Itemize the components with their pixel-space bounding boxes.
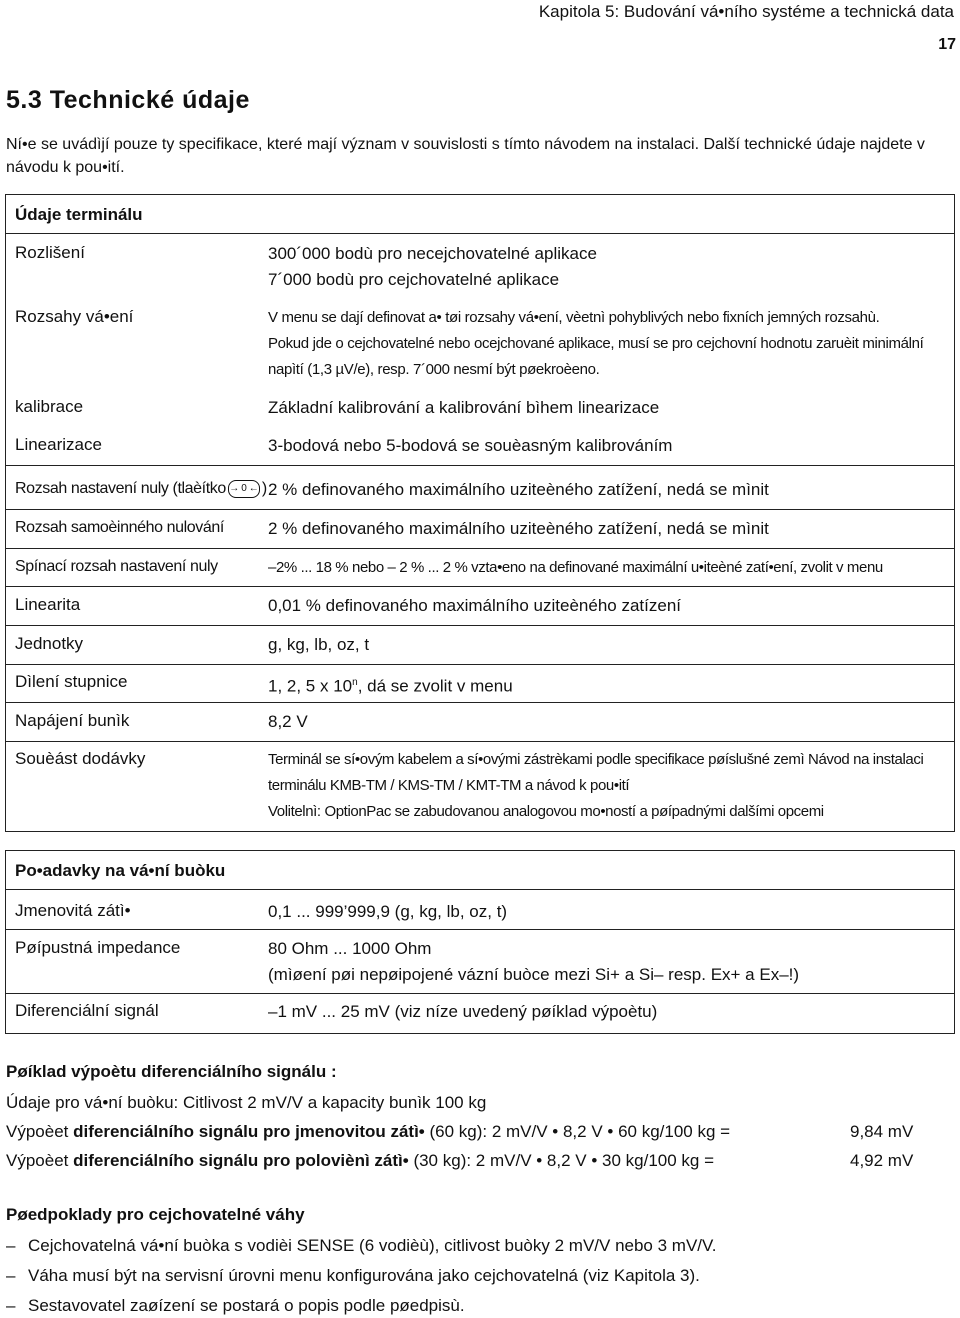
divider xyxy=(6,465,954,466)
terminal-box-title: Údaje terminálu xyxy=(15,205,143,224)
value-rozsahy-3: napìtí (1,3 µV/e), resp. 7´000 nesmí být pøekroèeno. xyxy=(268,361,600,378)
label-samo: Rozsah samoèinného nulování xyxy=(15,519,224,536)
value-impedance-2: (mìøení pøi nepøipojené vázní buòce mezi Si+ a Si– resp. Ex+ a Ex–!) xyxy=(268,965,800,984)
label-dodavka: Souèást dodávky xyxy=(15,749,146,768)
section-title: 5.3 Technické údaje xyxy=(6,86,250,114)
zero-key-icon: → 0 ← xyxy=(228,480,260,498)
label-spinaci: Spínací rozsah nastavení nuly xyxy=(15,558,218,575)
divider xyxy=(6,233,954,234)
divider xyxy=(6,625,954,626)
value-linearizace: 3-bodová nebo 5-bodová se souèasným kalibrováním xyxy=(268,436,673,455)
loadcell-requirements-box xyxy=(5,850,955,1034)
chapter-header: Kapitola 5: Budování vá•ního systéme a technická data xyxy=(538,2,954,21)
label-linearita: Linearita xyxy=(15,595,81,614)
example-line-2: Výpoèet diferenciálního signálu pro jmenovitou zátì• (60 kg): 2 mV/V • 8,2 V • 60 kg/100 kg = xyxy=(6,1122,731,1141)
divider xyxy=(6,586,954,587)
divider xyxy=(6,548,954,549)
label-linearizace: Linearizace xyxy=(15,435,102,454)
value-rozliseni-2: 7´000 bodù pro cejchovatelné aplikace xyxy=(268,270,560,289)
value-rozsahy-2: Pokud jde o cejchovatelné nebo ocejchované aplikace, musí se pro cejchovní hodnotu zaruèit minimální xyxy=(268,335,924,352)
prereq-item: – Cejchovatelná vá•ní buòka s vodièi SENSE (6 vodièù), citlivost buòky 2 mV/V nebo 3 mV/V. xyxy=(6,1236,717,1255)
value-napajeni: 8,2 V xyxy=(268,712,308,731)
label-napajeni: Napájení bunìk xyxy=(15,711,130,730)
divider xyxy=(6,993,954,994)
prereq-title: Pøedpoklady pro cejchovatelné váhy xyxy=(6,1205,305,1224)
value-kalibrace: Základní kalibrování a kalibrování bìhem linearizace xyxy=(268,398,660,417)
value-jednotky: g, kg, lb, oz, t xyxy=(268,635,370,654)
value-rozsahy-1: V menu se dají definovat a• tøi rozsahy vá•ení, vèetnì pohyblivých nebo fixních jemných rozsahù. xyxy=(268,309,880,326)
loadcell-box-title: Po•adavky na vá•ní buòku xyxy=(15,861,226,880)
value-spinaci: –2% ... 18 % nebo – 2 % ... 2 % vzta•eno na definované maximální u•iteèné zatí•ení, zvolit v menu xyxy=(268,559,883,576)
value-dodavka-1: Terminál se sí•ovým kabelem a sí•ovými zástrèkami podle specifikace pøíslušné zemì Návod na instalaci xyxy=(268,751,924,768)
divider xyxy=(6,509,954,510)
value-linearita: 0,01 % definovaného maximálního uziteèného zatízení xyxy=(268,596,681,615)
intro-paragraph: Ní•e se uvádìjí pouze ty specifikace, které mají význam v souvislosti s tímto návodem na instalaci. Další technické údaje najdete v návodu k pou•ití. xyxy=(6,136,925,176)
example-result-1: 9,84 mV xyxy=(850,1122,914,1141)
label-kalibrace: kalibrace xyxy=(15,397,84,416)
label-deleni: Dìlení stupnice xyxy=(15,672,128,691)
example-line-3: Výpoèet diferenciálního signálu pro poloviènì zátì• (30 kg): 2 mV/V • 8,2 V • 30 kg/100 kg = xyxy=(6,1151,715,1170)
label-jmenovita: Jmenovitá zátì• xyxy=(15,901,131,920)
value-deleni: 1, 2, 5 x 10$^n$, dá se zvolit v menu xyxy=(268,676,513,696)
prereq-item: – Sestavovatel zaøízení se postará o popis podle pøedpisù. xyxy=(6,1296,465,1315)
divider xyxy=(6,702,954,703)
value-diferencialni: –1 mV ... 25 mV (viz níze uvedený pøíklad výpoètu) xyxy=(268,1002,658,1021)
label-rozliseni: Rozlišení xyxy=(15,243,85,262)
label-impedance: Pøípustná impedance xyxy=(15,938,181,957)
label-rozsahy: Rozsahy vá•ení xyxy=(15,307,134,326)
divider xyxy=(6,929,954,930)
value-dodavka-2: terminálu KMB-TM / KMS-TM / KMT-TM a návod k pou•ití xyxy=(268,777,630,794)
example-result-2: 4,92 mV xyxy=(850,1151,914,1170)
divider xyxy=(6,741,954,742)
value-rozliseni-1: 300´000 bodù pro necejchovatelné aplikace xyxy=(268,244,597,263)
divider xyxy=(6,664,954,665)
example-line-1: Údaje pro vá•ní buòku: Citlivost 2 mV/V a kapacity bunìk 100 kg xyxy=(6,1093,487,1112)
value-impedance-1: 80 Ohm ... 1000 Ohm xyxy=(268,939,432,958)
value-jmenovita: 0,1 ... 999’999,9 (g, kg, lb, oz, t) xyxy=(268,902,508,921)
divider xyxy=(6,889,954,890)
prereq-item: – Váha musí být na servisní úrovni menu konfigurována jako cejchovatelná (viz Kapitola 3). xyxy=(6,1266,700,1285)
label-jednotky: Jednotky xyxy=(15,634,84,653)
value-samo: 2 % definovaného maximálního uziteèného zatížení, nedá se mìnit xyxy=(268,519,769,538)
label-nula: Rozsah nastavení nuly (tlaèítko → 0 ← ) xyxy=(15,480,267,497)
example-title: Pøíklad výpoètu diferenciálního signálu : xyxy=(6,1062,337,1081)
value-dodavka-3: Volitelnì: OptionPac se zabudovanou analogovou mo•ností a pøípadnými dalšími opcemi xyxy=(268,803,824,820)
page-number: 17 xyxy=(938,36,956,53)
value-nula: 2 % definovaného maximálního uziteèného zatížení, nedá se mìnit xyxy=(268,480,769,499)
terminal-data-box xyxy=(5,194,955,832)
label-diferencialni: Diferenciální signál xyxy=(15,1001,159,1020)
